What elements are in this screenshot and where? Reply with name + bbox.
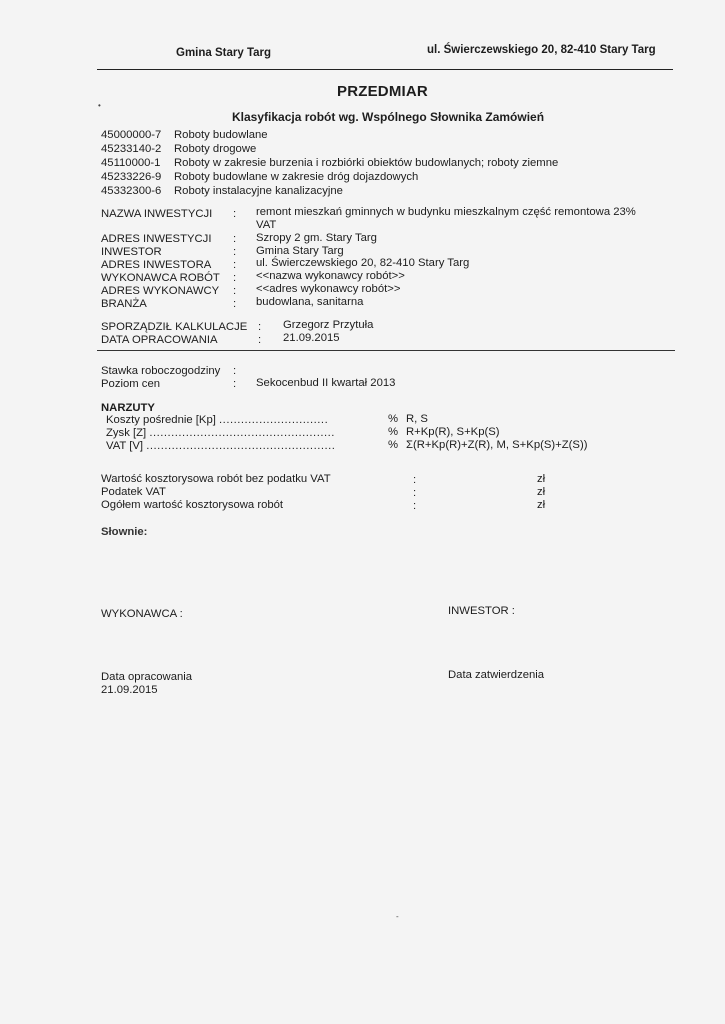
classification-item xyxy=(101,128,268,142)
colon: : xyxy=(233,365,237,377)
colon: : xyxy=(413,474,417,486)
currency-unit: zł xyxy=(537,486,546,498)
surcharge-formula: R+Kp(R), S+Kp(S) xyxy=(406,426,500,438)
classification-item xyxy=(101,184,343,198)
date-prepared-value: 21.09.2015 xyxy=(283,332,340,344)
colon: : xyxy=(233,208,237,220)
classification-name: Roboty budowlane w zakresie dróg dojazdowych xyxy=(174,171,419,183)
prepared-by-value: Grzegorz Przytuła xyxy=(283,319,374,331)
surcharge-label: Koszty pośrednie [Kp] xyxy=(106,414,216,426)
approval-date-label: Data zatwierdzenia xyxy=(448,669,545,681)
colon: : xyxy=(233,246,237,258)
colon: : xyxy=(258,334,262,346)
price-level-value: Sekocenbud II kwartał 2013 xyxy=(256,377,396,389)
investor-address-label: ADRES INWESTORA xyxy=(101,259,212,271)
page-title: PRZEDMIAR xyxy=(337,83,428,100)
total-cost-label: Ogółem wartość kosztorysowa robót xyxy=(101,499,284,511)
classification-name: Roboty instalacyjne kanalizacyjne xyxy=(174,185,343,197)
colon: : xyxy=(233,298,237,310)
colon: : xyxy=(233,378,237,390)
surcharge-row xyxy=(106,413,328,427)
classification-code: 45332300-6 xyxy=(101,185,162,197)
contractor-label: WYKONAWCA ROBÓT xyxy=(101,272,220,284)
section-rule xyxy=(97,350,675,351)
surcharge-dots: .................................................... xyxy=(146,440,336,452)
scan-speck: • xyxy=(98,101,101,110)
date-prepared-label: DATA OPRACOWANIA xyxy=(101,334,218,346)
surcharge-formula: R, S xyxy=(406,413,428,425)
colon: : xyxy=(233,285,237,297)
classification-item xyxy=(101,170,418,184)
header-address: ul. Świerczewskiego 20, 82-410 Stary Targ xyxy=(427,44,656,56)
surcharge-dots: .............................. xyxy=(219,414,329,426)
surcharge-percent: % xyxy=(388,439,399,451)
classification-code: 45000000-7 xyxy=(101,129,162,141)
header-municipality: Gmina Stary Targ xyxy=(176,47,272,59)
contractor-address-value: <<adres wykonawcy robót>> xyxy=(256,283,401,295)
in-words-label: Słownie: xyxy=(101,526,148,538)
investment-name-value-cont: VAT xyxy=(256,219,277,231)
surcharge-dots: ................................................... xyxy=(149,427,335,439)
surcharge-label: VAT [V] xyxy=(106,440,144,452)
contractor-value: <<nazwa wykonawcy robót>> xyxy=(256,270,405,282)
classification-name: Roboty drogowe xyxy=(174,143,257,155)
vat-tax-label: Podatek VAT xyxy=(101,486,166,498)
surcharge-row xyxy=(106,439,335,453)
colon: : xyxy=(413,500,417,512)
preparation-date-label: Data opracowania xyxy=(101,671,193,683)
classification-item xyxy=(101,156,558,170)
classification-code: 45233140-2 xyxy=(101,143,162,155)
investment-address-value: Szropy 2 gm. Stary Targ xyxy=(256,232,377,244)
colon: : xyxy=(233,233,237,245)
colon: : xyxy=(258,321,262,333)
colon: : xyxy=(413,487,417,499)
investor-signature-label: INWESTOR : xyxy=(448,605,515,617)
surcharge-percent: % xyxy=(388,413,399,425)
surcharges-heading: NARZUTY xyxy=(101,402,155,414)
investor-address-value: ul. Świerczewskiego 20, 82-410 Stary Targ xyxy=(256,257,470,269)
price-level-label: Poziom cen xyxy=(101,378,161,390)
classification-name: Roboty budowlane xyxy=(174,129,268,141)
surcharge-label: Zysk [Z] xyxy=(106,427,147,439)
contractor-address-label: ADRES WYKONAWCY xyxy=(101,285,220,297)
currency-unit: zł xyxy=(537,473,546,485)
surcharge-percent: % xyxy=(388,426,399,438)
investment-address-label: ADRES INWESTYCJI xyxy=(101,233,212,245)
cost-without-vat-label: Wartość kosztorysowa robót bez podatku VAT xyxy=(101,473,331,485)
prepared-by-label: SPORZĄDZIŁ KALKULACJE xyxy=(101,321,248,333)
branch-value: budowlana, sanitarna xyxy=(256,296,364,308)
hourly-rate-label: Stawka roboczogodziny xyxy=(101,365,221,377)
investor-value: Gmina Stary Targ xyxy=(256,245,344,257)
surcharge-formula: Σ(R+Kp(R)+Z(R), M, S+Kp(S)+Z(S)) xyxy=(406,439,588,451)
classification-code: 45110000-1 xyxy=(101,157,161,169)
investment-name-label: NAZWA INWESTYCJI xyxy=(101,208,213,220)
classification-item xyxy=(101,142,256,156)
contractor-signature-label: WYKONAWCA : xyxy=(101,608,183,620)
classification-name: Roboty w zakresie burzenia i rozbiórki obiektów budowlanych; roboty ziemne xyxy=(174,157,559,169)
colon: : xyxy=(233,259,237,271)
scan-speck: - xyxy=(396,912,399,921)
header-rule xyxy=(97,69,673,70)
colon: : xyxy=(233,272,237,284)
preparation-date-value: 21.09.2015 xyxy=(101,684,158,696)
investor-label: INWESTOR xyxy=(101,246,162,258)
investment-name-value: remont mieszkań gminnych w budynku mieszkalnym część remontowa 23% xyxy=(256,206,636,218)
branch-label: BRANŻA xyxy=(101,298,147,310)
classification-code: 45233226-9 xyxy=(101,171,162,183)
classification-heading: Klasyfikacja robót wg. Wspólnego Słownika Zamówień xyxy=(232,110,545,124)
currency-unit: zł xyxy=(537,499,546,511)
surcharge-row xyxy=(106,426,335,440)
